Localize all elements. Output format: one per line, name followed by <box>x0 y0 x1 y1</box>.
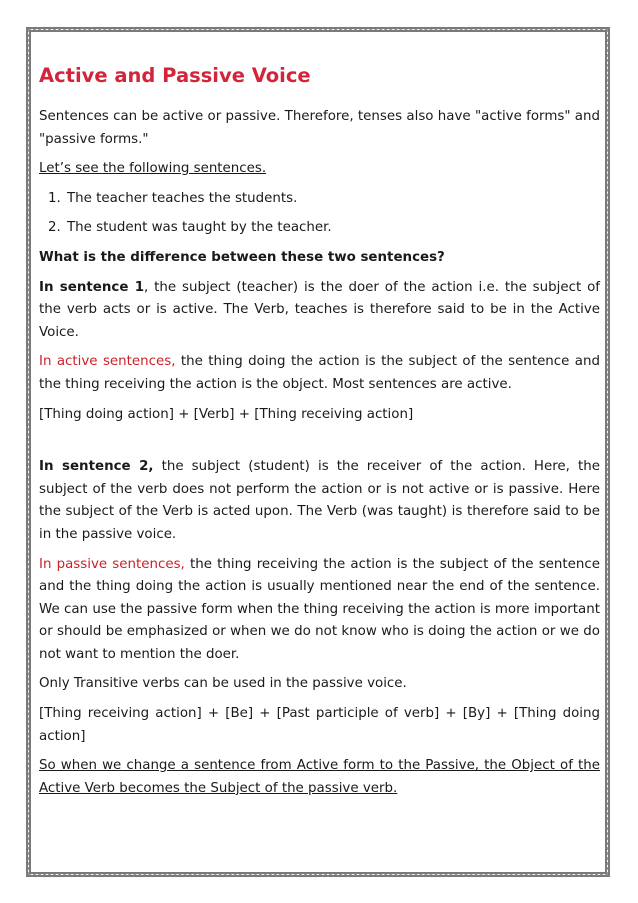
example-item-1: 1. The teacher teaches the students. <box>65 188 600 211</box>
active-sentences-paragraph <box>39 351 600 396</box>
conclusion-paragraph: So when we change a sentence from Active form to the Passive, the Object of the Active Verb becomes the Subject of the passive verb. <box>39 758 600 796</box>
passive-formula: [Thing receiving action] + [Be] + [Past participle of verb] + [By] + [Thing doing action] <box>39 706 600 744</box>
active-sentences-lead: In active sentences, <box>39 354 176 370</box>
sentence-2-paragraph <box>39 456 600 546</box>
passive-sentences-lead: In passive sentences, <box>39 556 185 572</box>
question-line: What is the difference between these two sentences? <box>39 249 445 265</box>
lets-see-line: Let’s see the following sentences. <box>39 161 267 177</box>
example-list <box>39 188 600 240</box>
sentence-1-lead: In sentence 1 <box>39 279 145 295</box>
active-sentences-text: the thing doing the action is the subject of the sentence and the thing receiving the action is the object. Most sentences are active. <box>39 354 600 392</box>
transitive-note: Only Transitive verbs can be used in the passive voice. <box>39 676 407 692</box>
sentence-1-text: , the subject (teacher) is the doer of the action i.e. the subject of the verb acts or is active. The Verb, teaches is therefore said to be in the Active Voice. <box>39 279 600 340</box>
active-formula: [Thing doing action] + [Verb] + [Thing receiving action] <box>39 406 414 422</box>
document-body <box>39 56 600 800</box>
intro-paragraph: Sentences can be active or passive. Therefore, tenses also have "active forms" and "passive forms." <box>39 109 600 147</box>
sentence-2-text: the subject (student) is the receiver of the action. Here, the subject of the verb does not perform the action or is not active or is passive. Here the subject of the Verb is acted upon. The Verb (was taught) is therefore said to be in the passive voice. <box>39 459 600 542</box>
sentence-1-paragraph <box>39 277 600 345</box>
example-item-2: 2. The student was taught by the teacher. <box>65 217 600 240</box>
passive-sentences-text: the thing receiving the action is the subject of the sentence and the thing doing the action is usually mentioned near the end of the sentence. We can use the passive form when the thing receiving the action is more important or should be emphasized or when we do not know who is doing the action or we do not want to mention the doer. <box>39 556 600 662</box>
sentence-2-lead: In sentence 2, <box>39 459 154 475</box>
page-title: Active and Passive Voice <box>39 64 311 87</box>
passive-sentences-paragraph <box>39 554 600 667</box>
